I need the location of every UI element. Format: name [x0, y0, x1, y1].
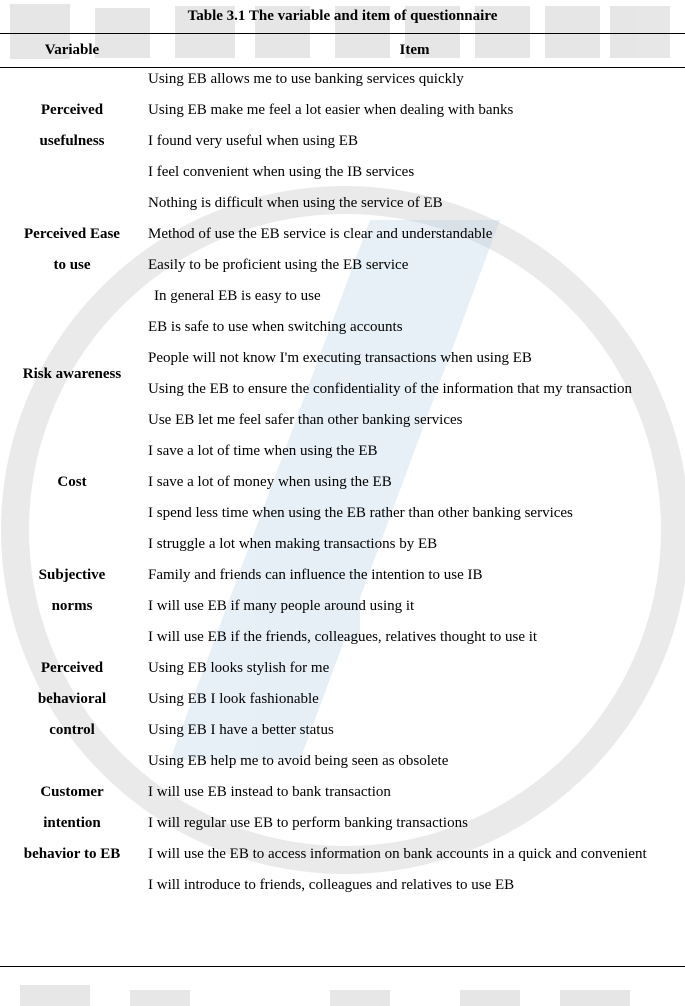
variable-label: Risk awareness — [22, 365, 122, 382]
item-text: EB is safe to use when switching accounts — [148, 319, 403, 335]
item-text: I will introduce to friends, colleagues and relatives to use EB — [148, 877, 515, 893]
item-text: In general EB is easy to use — [154, 288, 321, 304]
item-text: I spend less time when using the EB rather than other banking services — [148, 505, 573, 521]
table-caption: Table 3.1 The variable and item of questionnaire — [187, 8, 498, 24]
item-text: I found very useful when using EB — [148, 133, 358, 149]
item-text: I save a lot of time when using the EB — [148, 443, 378, 459]
item-text: Using EB I have a better status — [148, 722, 334, 738]
items-cell — [144, 529, 685, 653]
variable-cell — [0, 436, 144, 529]
item-text: I struggle a lot when making transactions by EB — [148, 536, 438, 552]
table-row — [0, 529, 685, 653]
item-text: Using EB allows me to use banking services quickly — [148, 71, 464, 87]
item-text: I will use EB instead to bank transaction — [148, 784, 391, 800]
item-text: Using EB make me feel a lot easier when dealing with banks — [148, 102, 514, 118]
variable-cell — [0, 746, 144, 901]
variable-cell — [0, 529, 144, 653]
item-text: People will not know I'm executing transactions when using EB — [148, 350, 532, 366]
table-row — [0, 64, 685, 188]
items-cell — [144, 188, 685, 312]
item-text: Nothing is difficult when using the service of EB — [148, 195, 443, 211]
item-text: I feel convenient when using the IB services — [148, 164, 415, 180]
table-row — [0, 746, 685, 901]
items-cell — [144, 436, 685, 529]
table-top-rule — [0, 33, 685, 34]
item-text: I save a lot of money when using the EB — [148, 474, 392, 490]
variable-label: usefulness — [39, 133, 105, 149]
item-text: Using EB I look fashionable — [148, 691, 319, 707]
item-text: Using the EB to ensure the confidentiality of the information that my transaction — [148, 381, 633, 397]
variable-label: norms — [51, 598, 93, 614]
variable-label: Cost — [57, 474, 87, 490]
items-cell — [144, 746, 685, 901]
item-text: Use EB let me feel safer than other banking services — [148, 412, 463, 428]
variable-label: Perceived — [40, 102, 104, 118]
column-header-item: Item — [399, 42, 430, 58]
variable-label: behavior to EB — [23, 846, 121, 862]
variable-label: to use — [53, 257, 91, 273]
variable-label: intention — [43, 815, 101, 831]
variable-label: behavioral — [37, 691, 107, 707]
table-row — [0, 312, 685, 436]
item-text: I will use the EB to access information on bank accounts in a quick and convenient — [148, 846, 647, 862]
variable-label: control — [49, 722, 95, 738]
variable-cell — [0, 64, 144, 188]
table-bottom-rule — [0, 966, 685, 967]
variable-label: Perceived — [40, 660, 104, 676]
table-row — [0, 653, 685, 746]
item-text: Using EB looks stylish for me — [148, 660, 330, 676]
items-cell — [144, 312, 685, 436]
items-cell — [144, 653, 685, 746]
item-text: Using EB help me to avoid being seen as obsolete — [148, 753, 449, 769]
variable-cell — [0, 188, 144, 312]
column-header-variable: Variable — [44, 42, 100, 58]
variable-label: Subjective — [38, 567, 106, 583]
variable-label: Customer — [40, 784, 104, 800]
table-row — [0, 188, 685, 312]
item-text: I will regular use EB to perform banking transactions — [148, 815, 468, 831]
item-text: Easily to be proficient using the EB service — [148, 257, 409, 273]
variable-cell — [0, 312, 144, 436]
variable-cell — [0, 653, 144, 746]
questionnaire-table — [0, 64, 685, 901]
items-cell — [144, 64, 685, 188]
table-row — [0, 436, 685, 529]
item-text: Method of use the EB service is clear and understandable — [148, 226, 493, 242]
item-text: Family and friends can influence the intention to use IB — [148, 567, 483, 583]
variable-label: Perceived Ease — [24, 226, 120, 242]
item-text: I will use EB if many people around using it — [148, 598, 415, 614]
item-text: I will use EB if the friends, colleagues, relatives thought to use it — [148, 629, 538, 645]
